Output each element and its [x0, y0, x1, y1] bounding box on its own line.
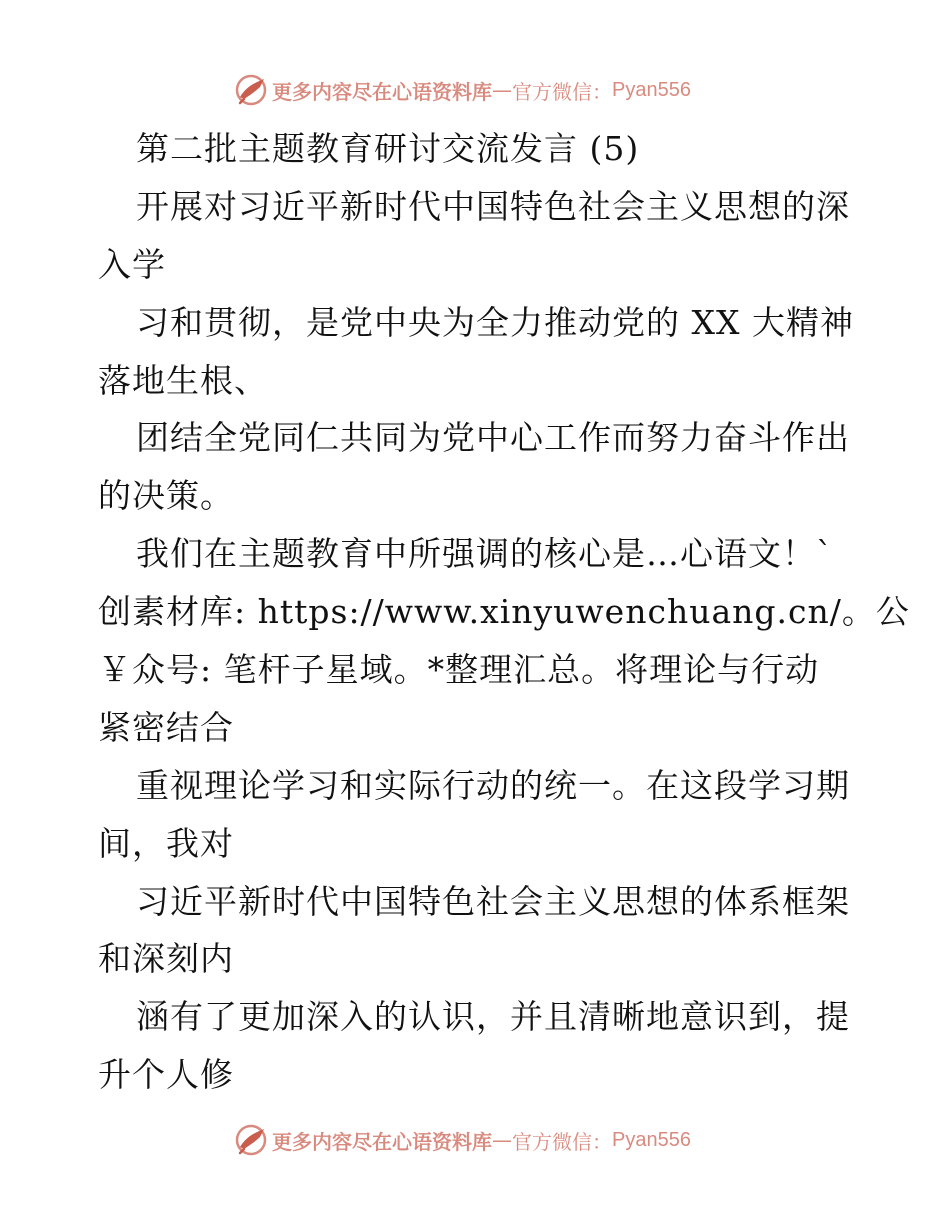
watermark-brand-text: 更多内容尽在心语资料库 — [272, 79, 492, 104]
watermark-dash: — — [492, 78, 512, 102]
pen-nib-logo-icon — [234, 1123, 268, 1157]
watermark-dash: — — [492, 1128, 512, 1152]
document-line: 间，我对 — [98, 823, 234, 863]
document-line: 习和贯彻，是党中央为全力推动党的 XX 大精神 — [136, 302, 854, 342]
watermark-wechat-id: Pyan556 — [612, 1128, 691, 1151]
document-body — [98, 120, 910, 1104]
header-watermark-banner — [234, 72, 691, 108]
document-line: 习近平新时代中国特色社会主义思想的体系框架 — [136, 881, 850, 921]
watermark-wechat-label: 官方微信： — [512, 79, 612, 104]
document-line: 落地生根、 — [98, 360, 268, 400]
document-line: 紧密结合 — [98, 707, 234, 747]
document-line: 的决策。 — [98, 476, 234, 516]
document-line: 开展对习近平新时代中国特色社会主义思想的深 — [136, 186, 850, 226]
document-line: 我们在主题教育中所强调的核心是…心语文！` — [136, 534, 834, 574]
document-line: 创素材库: https://www.xinyuwenchuang.cn/。公 — [98, 592, 910, 632]
document-line: 团结全党同仁共同为党中心工作而努力奋斗作出 — [136, 418, 850, 458]
watermark-brand-text: 更多内容尽在心语资料库 — [272, 1129, 492, 1154]
document-title: 第二批主题教育研讨交流发言 (5) — [136, 129, 640, 168]
document-line: 重视理论学习和实际行动的统一。在这段学习期 — [136, 765, 850, 805]
document-line: 和深刻内 — [98, 939, 234, 979]
footer-watermark-banner — [234, 1122, 691, 1158]
document-line: 入学 — [98, 244, 166, 284]
document-line: 涵有了更加深入的认识，并且清晰地意识到，提 — [136, 997, 850, 1037]
watermark-wechat-id: Pyan556 — [612, 78, 691, 101]
document-line: ￥众号: 笔杆子星域。*整理汇总。将理论与行动 — [98, 650, 820, 690]
pen-nib-logo-icon — [234, 73, 268, 107]
watermark-wechat-label: 官方微信： — [512, 1129, 612, 1154]
document-line: 升个人修 — [98, 1055, 234, 1095]
